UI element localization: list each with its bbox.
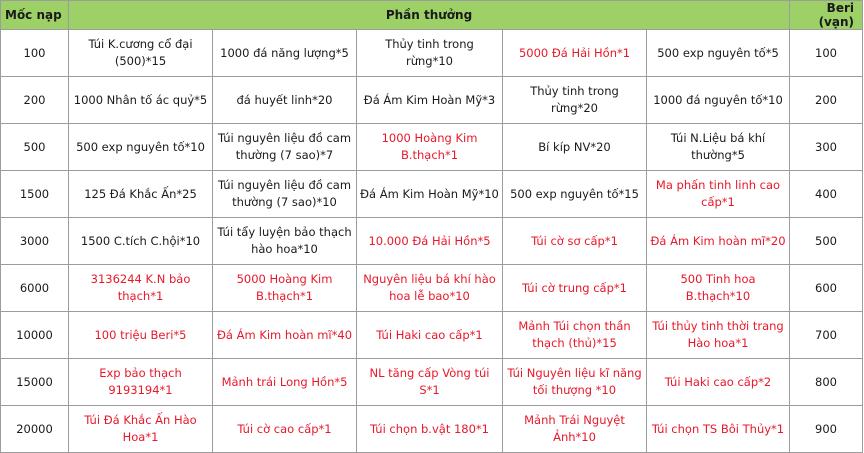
moc-nap-cell: 200 bbox=[1, 77, 69, 124]
header-phan-thuong: Phần thưởng bbox=[69, 1, 790, 30]
table-row bbox=[1, 124, 863, 171]
beri-cell: 300 bbox=[790, 124, 863, 171]
reward-cell: Thủy tinh trong rừng*10 bbox=[357, 30, 503, 77]
beri-cell: 800 bbox=[790, 359, 863, 406]
reward-cell: Đá Ám Kim hoàn mĩ*40 bbox=[213, 312, 357, 359]
beri-cell: 600 bbox=[790, 265, 863, 312]
reward-cell: Túi Đá Khắc Ấn Hào Hoa*1 bbox=[69, 406, 213, 453]
table-row bbox=[1, 218, 863, 265]
reward-cell: Túi K.cương cổ đại (500)*15 bbox=[69, 30, 213, 77]
reward-cell: 500 exp nguyên tố*15 bbox=[503, 171, 647, 218]
reward-cell: Túi cờ sơ cấp*1 bbox=[503, 218, 647, 265]
reward-cell: Mảnh Trái Nguyệt Ảnh*10 bbox=[503, 406, 647, 453]
moc-nap-cell: 15000 bbox=[1, 359, 69, 406]
moc-nap-cell: 1500 bbox=[1, 171, 69, 218]
moc-nap-cell: 20000 bbox=[1, 406, 69, 453]
reward-cell: Ma phấn tinh linh cao cấp*1 bbox=[647, 171, 790, 218]
reward-cell: 100 triệu Beri*5 bbox=[69, 312, 213, 359]
beri-cell: 500 bbox=[790, 218, 863, 265]
reward-cell: Mảnh Túi chọn thần thạch (thủ)*15 bbox=[503, 312, 647, 359]
reward-cell: 1000 Nhân tố ác quỷ*5 bbox=[69, 77, 213, 124]
reward-cell: Túi cờ trung cấp*1 bbox=[503, 265, 647, 312]
table-row bbox=[1, 77, 863, 124]
reward-cell: 500 exp nguyên tố*10 bbox=[69, 124, 213, 171]
table-row bbox=[1, 30, 863, 77]
moc-nap-cell: 10000 bbox=[1, 312, 69, 359]
table-row bbox=[1, 359, 863, 406]
table-row bbox=[1, 312, 863, 359]
reward-cell: Túi thủy tinh thời trang Hào hoa*1 bbox=[647, 312, 790, 359]
reward-cell: 1000 đá nguyên tố*10 bbox=[647, 77, 790, 124]
reward-cell: Thủy tinh trong rừng*20 bbox=[503, 77, 647, 124]
reward-cell: Túi N.Liệu bá khí thường*5 bbox=[647, 124, 790, 171]
reward-cell: 1500 C.tích C.hội*10 bbox=[69, 218, 213, 265]
reward-cell: 3136244 K.N bảo thạch*1 bbox=[69, 265, 213, 312]
beri-cell: 700 bbox=[790, 312, 863, 359]
reward-cell: Túi Haki cao cấp*2 bbox=[647, 359, 790, 406]
reward-cell: 10.000 Đá Hải Hồn*5 bbox=[357, 218, 503, 265]
reward-cell: Nguyên liệu bá khí hào hoa lễ bao*10 bbox=[357, 265, 503, 312]
reward-cell: NL tăng cấp Vòng túi S*1 bbox=[357, 359, 503, 406]
beri-cell: 200 bbox=[790, 77, 863, 124]
reward-cell: 500 Tinh hoa B.thạch*10 bbox=[647, 265, 790, 312]
table-row bbox=[1, 265, 863, 312]
reward-cell: đá huyết linh*20 bbox=[213, 77, 357, 124]
reward-cell: Túi cờ cao cấp*1 bbox=[213, 406, 357, 453]
moc-nap-cell: 3000 bbox=[1, 218, 69, 265]
reward-cell: 1000 đá năng lượng*5 bbox=[213, 30, 357, 77]
moc-nap-cell: 500 bbox=[1, 124, 69, 171]
table-body bbox=[1, 30, 863, 453]
reward-cell: Túi nguyên liệu đồ cam thường (7 sao)*10 bbox=[213, 171, 357, 218]
reward-cell: 500 exp nguyên tố*5 bbox=[647, 30, 790, 77]
beri-cell: 100 bbox=[790, 30, 863, 77]
reward-cell: Đá Ám Kim hoàn mĩ*20 bbox=[647, 218, 790, 265]
reward-cell: Túi chọn b.vật 180*1 bbox=[357, 406, 503, 453]
reward-cell: 1000 Hoàng Kim B.thạch*1 bbox=[357, 124, 503, 171]
reward-cell: Đá Ám Kim Hoàn Mỹ*3 bbox=[357, 77, 503, 124]
reward-cell: Túi Nguyên liệu kĩ năng tối thượng *10 bbox=[503, 359, 647, 406]
header-row bbox=[1, 1, 863, 30]
table-row bbox=[1, 406, 863, 453]
reward-cell: Đá Ám Kim Hoàn Mỹ*10 bbox=[357, 171, 503, 218]
reward-cell: Exp bảo thạch 9193194*1 bbox=[69, 359, 213, 406]
reward-cell: 5000 Đá Hải Hồn*1 bbox=[503, 30, 647, 77]
reward-cell: 5000 Hoàng Kim B.thạch*1 bbox=[213, 265, 357, 312]
beri-cell: 400 bbox=[790, 171, 863, 218]
reward-cell: Túi nguyên liệu đồ cam thường (7 sao)*7 bbox=[213, 124, 357, 171]
reward-cell: Bí kíp NV*20 bbox=[503, 124, 647, 171]
reward-cell: Mảnh trái Long Hồn*5 bbox=[213, 359, 357, 406]
beri-cell: 900 bbox=[790, 406, 863, 453]
reward-cell: Túi Haki cao cấp*1 bbox=[357, 312, 503, 359]
header-beri: Beri (vạn) bbox=[790, 1, 863, 30]
table-row bbox=[1, 171, 863, 218]
reward-cell: Túi tẩy luyện bảo thạch hào hoa*10 bbox=[213, 218, 357, 265]
moc-nap-cell: 6000 bbox=[1, 265, 69, 312]
reward-cell: Túi chọn TS Bôi Thủy*1 bbox=[647, 406, 790, 453]
reward-cell: 125 Đá Khắc Ấn*25 bbox=[69, 171, 213, 218]
header-moc-nap: Mốc nạp bbox=[1, 1, 69, 30]
moc-nap-cell: 100 bbox=[1, 30, 69, 77]
